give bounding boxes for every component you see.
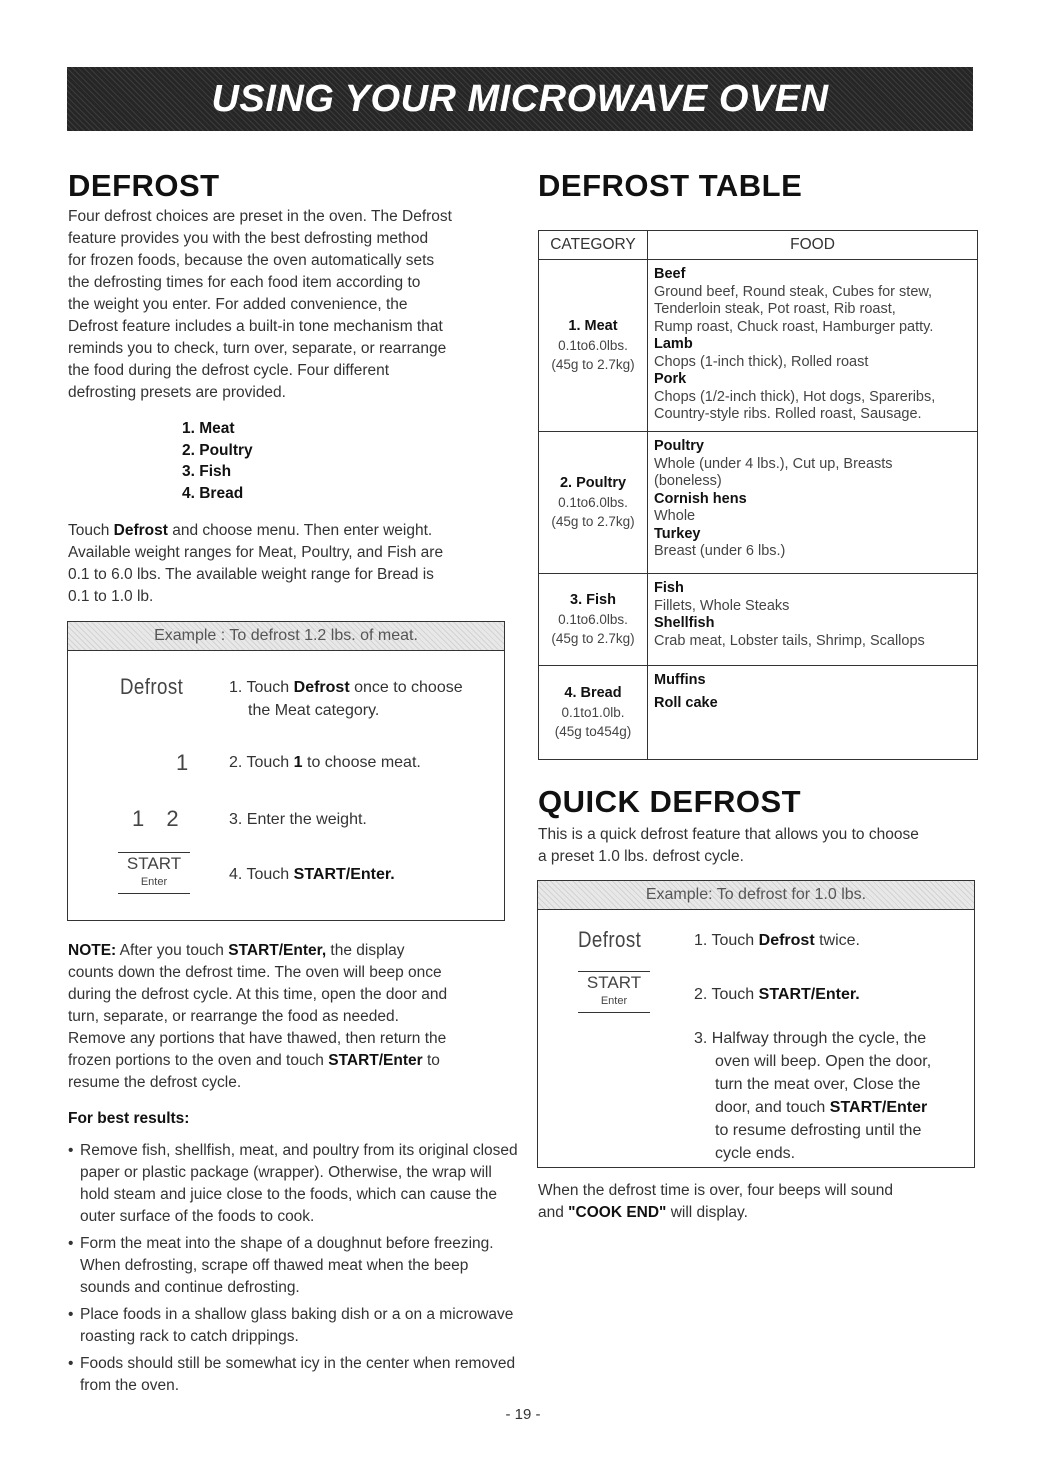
food-line: Whole (under 4 lbs.), Cut up, Breasts [654,455,893,472]
note-bold: START/Enter [328,1052,423,1069]
page-number: - 19 - [505,1406,541,1423]
food-group-title: Cornish hens [654,490,747,507]
defrost-table [538,230,978,760]
food-line: Tenderloin steak, Pot roast, Rib roast, [654,301,896,317]
intro-line: Four defrost choices are preset in the oven. The Defrost [68,208,452,225]
food-cell [648,432,978,574]
category-name: 4. Bread [564,685,622,701]
start-label: START [126,854,182,873]
table-row [539,574,978,666]
note-line: during the defrost cycle. At this time, open the door and [68,986,448,1003]
food-group-title: Fish [654,580,684,596]
step-text: 2. Touch [694,986,759,1003]
table-row [539,260,978,432]
step-line [694,1096,931,1119]
food-line: Chops (1-inch thick), Rolled roast [654,353,869,370]
range-line: 0.1 to 1.0 lb. [68,588,154,605]
defrost-example-box [67,621,505,921]
example-step-4 [229,863,395,886]
preset-item: 3. Fish [182,463,232,480]
food-group-title: Poultry [654,438,704,454]
start-label: START [586,973,642,992]
quick-defrost-intro [538,824,978,868]
category-range: 0.1to6.0lbs. [558,612,628,627]
bullet-item: • Foods should still be somewhat icy in the center when removed from the oven. [68,1353,518,1397]
step-bold: START/Enter. [758,986,860,1003]
weight-key-label: 1 2 [132,806,187,831]
category-name: 2. Poultry [559,475,627,491]
category-cell [539,574,648,666]
food-group-title: Beef [654,266,686,282]
food-group-title: Lamb [654,336,693,352]
cook-end-bold: "COOK END" [568,1204,667,1221]
step-line: to resume defrosting until the [715,1122,922,1139]
step-bold: Defrost [293,679,350,696]
intro-line: the weight you enter. For added convenience, the [68,296,408,313]
preset-item: 4. Bread [182,484,244,502]
best-results-list [68,1140,518,1402]
note-bold: START/Enter, [228,942,327,959]
note-line: turn, separate, or rearrange the food as needed. [68,1008,399,1025]
step-text: once to choose [349,679,463,696]
defrost-instructions [68,520,518,608]
best-results-heading: For best results: [68,1110,190,1127]
food-cell [648,574,978,666]
step-line: oven will beep. Open the door, [715,1053,932,1070]
step-text: twice. [814,932,860,949]
category-metric: (45g to 2.7kg) [551,357,635,372]
food-group-title: Muffins [654,672,706,688]
example-step-2 [694,983,860,1006]
step-bold: START/Enter. [293,866,395,883]
note-label: NOTE: [68,942,117,959]
food-line: Fillets, Whole Steaks [654,597,790,614]
step-text: 2. Touch [229,754,294,771]
touch-bold: Defrost [113,522,168,539]
enter-label: Enter [600,995,628,1007]
food-cell [648,666,978,760]
range-line: Available weight ranges for Meat, Poultry, and Fish are [68,544,444,561]
step-bold: 1 [293,754,303,771]
touch-line [68,520,518,542]
step-text: the Meat category. [248,702,380,719]
defrost-preset-list [182,418,253,504]
category-name: 3. Fish [570,592,616,608]
preset-item: 2. Poultry [182,441,253,459]
example-step-2 [229,751,421,774]
defrost-key-label: Defrost [120,674,184,699]
food-line: Whole [654,508,696,524]
step-text: to choose meat. [302,754,421,771]
page-banner [67,67,973,131]
step-bold: Defrost [758,932,815,949]
category-header: CATEGORY [539,231,648,260]
food-group-title: Shellfish [654,615,715,631]
note-line: counts down the defrost time. The oven will beep once [68,964,442,981]
step-text: 4. Touch [229,866,294,883]
note-text: frozen portions to the oven and touch [68,1052,329,1069]
note-line: Remove any portions that have thawed, then return the [68,1030,447,1047]
step-bold: START/Enter [829,1099,928,1116]
intro-line: a preset 1.0 lbs. defrost cycle. [538,848,744,865]
category-name: 1. Meat [568,318,618,334]
food-group-title: Roll cake [654,694,718,711]
example-step-1 [694,929,860,952]
table-header-row [539,231,978,260]
note-text: After you touch [116,942,229,959]
intro-line: the food during the defrost cycle. Four different [68,362,390,379]
category-cell [539,666,648,760]
intro-line: for frozen foods, because the oven automatically sets [68,252,435,269]
example-title: Example : To defrost 1.2 lbs. of meat. [68,622,504,651]
category-range: 0.1to1.0lb. [561,705,625,720]
start-enter-key [118,852,190,894]
note-line: resume the defrost cycle. [68,1074,242,1091]
preset-item: 1. Meat [182,420,235,437]
category-metric: (45g to454g) [554,724,632,739]
intro-line: Defrost feature includes a built-in tone mechanism that [68,318,443,335]
note-text: to [422,1052,440,1069]
food-line: (boneless) [654,473,722,489]
quick-defrost-heading: QUICK DEFROST [538,784,802,819]
intro-line: the defrosting times for each food item according to [68,274,421,291]
example-title: Example: To defrost for 1.0 lbs. [538,881,974,910]
food-line: Ground beef, Round steak, Cubes for stew, [654,283,933,300]
touch-text: and choose menu. Then enter weight. [167,522,433,539]
defrost-table-heading: DEFROST TABLE [538,168,803,203]
category-metric: (45g to 2.7kg) [551,514,635,529]
note-line [68,940,518,962]
cook-end-part: and [538,1204,569,1221]
banner-title: USING YOUR MICROWAVE OVEN [211,77,829,120]
food-line: Rump roast, Chuck roast, Hamburger patty. [654,318,934,335]
food-line: Chops (1/2-inch thick), Hot dogs, Spareribs, [654,388,936,405]
table-row [539,432,978,574]
food-line: Breast (under 6 lbs.) [654,543,786,559]
step-text: door, and touch [715,1099,830,1116]
cook-end-part: will display. [666,1204,748,1221]
bullet-item: • Place foods in a shallow glass baking dish or a on a microwave roasting rack to catch drippings. [68,1304,518,1348]
category-range: 0.1to6.0lbs. [558,495,628,510]
cook-end-line [538,1202,978,1224]
note-text: the display [326,942,405,959]
step-text: 1. Touch [694,932,759,949]
food-header: FOOD [648,231,978,260]
category-cell [539,260,648,432]
food-group-title: Turkey [654,525,701,542]
note-paragraph [68,940,518,1094]
intro-line: feature provides you with the best defrosting method [68,230,429,247]
bullet-item: • Remove fish, shellfish, meat, and poultry from its original closed paper or plastic package (wrapper). Otherwise, the wrap will hold steam and juice close to the foods, which can cause the outer surface of the foods to cook. [68,1140,518,1228]
quick-defrost-example-box [537,880,975,1168]
step-line: turn the meat over, Close the [715,1076,921,1093]
note-line [68,1050,518,1072]
category-range: 0.1to6.0lbs. [558,338,628,353]
defrost-heading: DEFROST [68,168,220,203]
intro-line: defrosting presets are provided. [68,384,286,401]
food-cell [648,260,978,432]
category-cell [539,432,648,574]
example-step-3 [694,1027,931,1165]
cook-end-text [538,1180,978,1224]
number-key-label: 1 [176,750,197,775]
intro-line: This is a quick defrost feature that allows you to choose [538,826,919,843]
step-line: cycle ends. [715,1145,796,1162]
step-line: 3. Halfway through the cycle, the [694,1030,927,1047]
food-group-title: Pork [654,371,687,387]
food-line: Crab meat, Lobster tails, Shrimp, Scallops [654,632,925,649]
table-row [539,666,978,760]
enter-label: Enter [140,876,168,888]
defrost-intro [68,206,518,404]
example-step-1 [229,676,463,722]
start-enter-key [578,971,650,1013]
defrost-key-label: Defrost [578,927,642,952]
intro-line: reminds you to check, turn over, separate, or rearrange [68,340,447,357]
cook-end-line: When the defrost time is over, four beeps will sound [538,1182,893,1199]
range-line: 0.1 to 6.0 lbs. The available weight range for Bread is [68,566,434,583]
food-line: Country-style ribs. Rolled roast, Sausage. [654,406,922,422]
step-text: 1. Touch [229,679,294,696]
touch-text: Touch [68,522,114,539]
example-step-3: 3. Enter the weight. [229,811,367,828]
bullet-item: • Form the meat into the shape of a doughnut before freezing. When defrosting, scrape off thawed meat when the beep sounds and continue defrosting. [68,1233,518,1299]
category-metric: (45g to 2.7kg) [551,631,635,646]
